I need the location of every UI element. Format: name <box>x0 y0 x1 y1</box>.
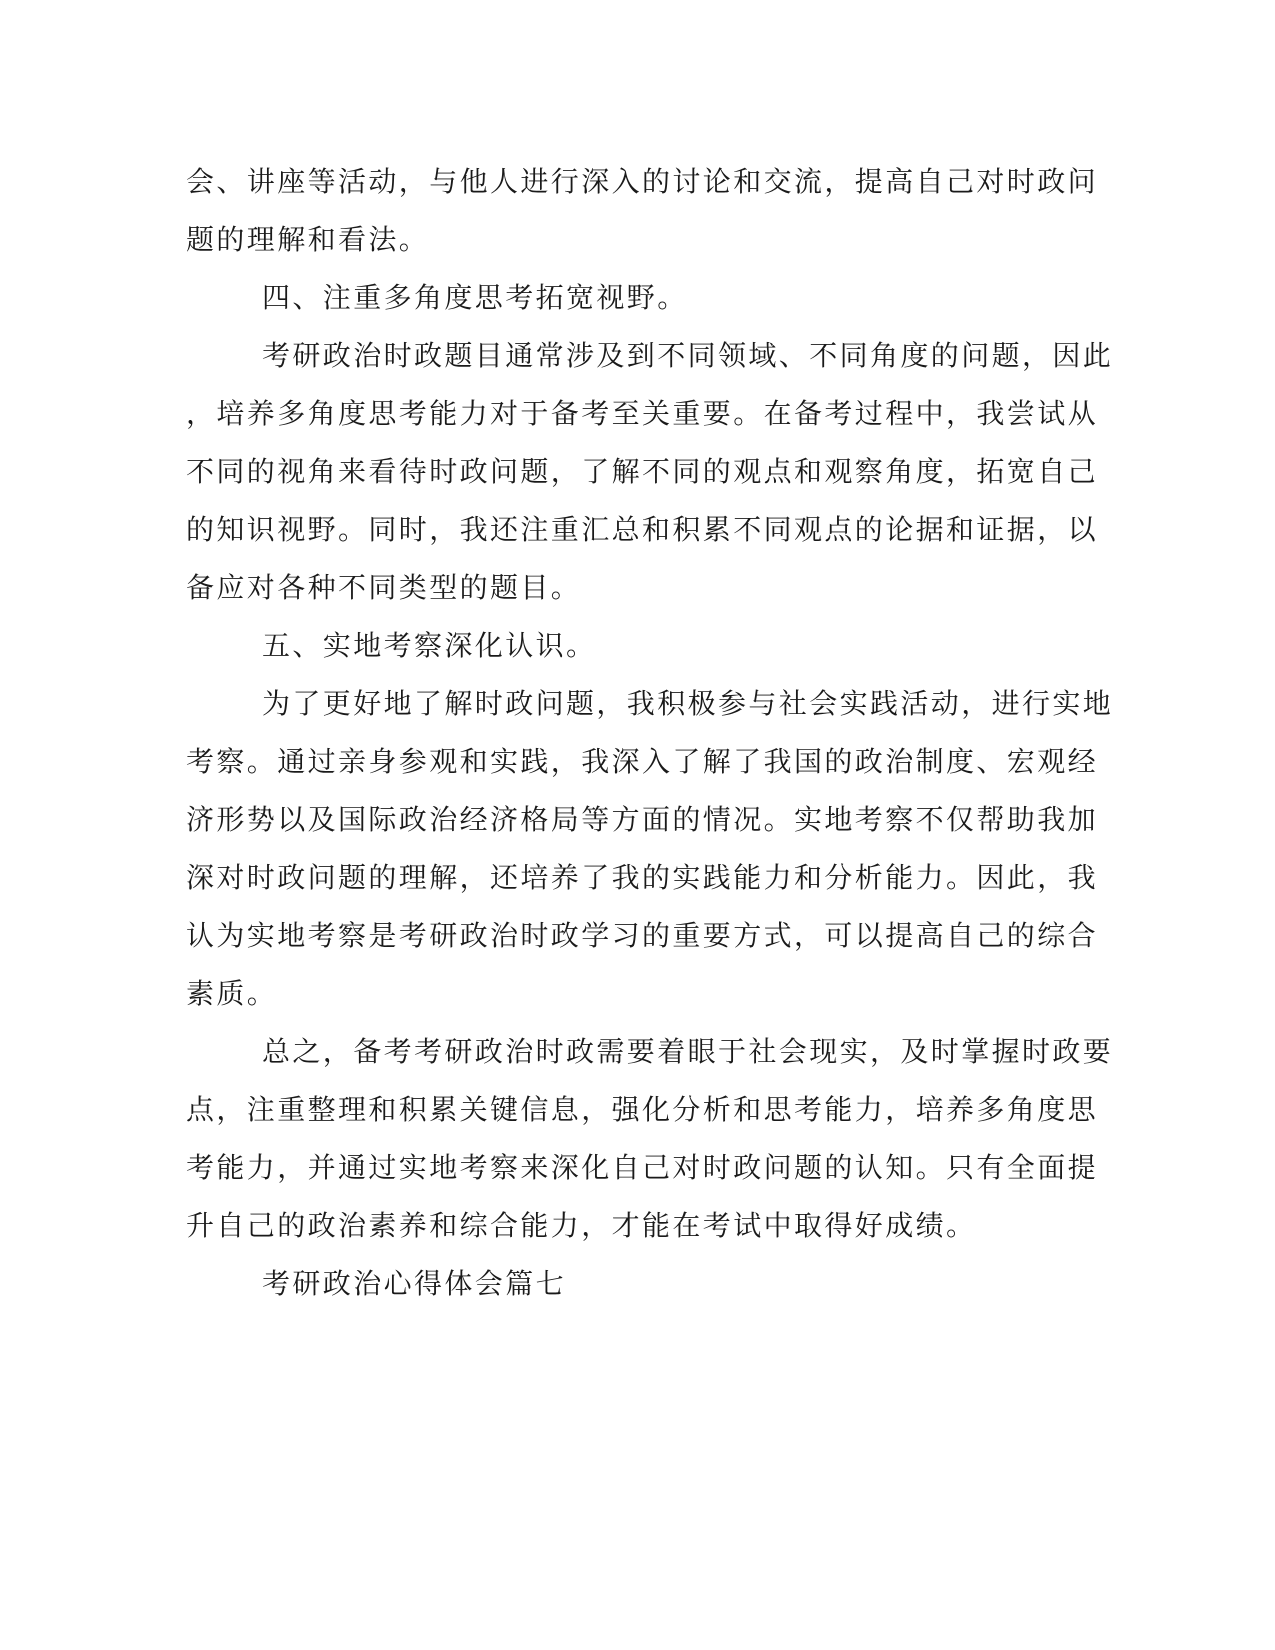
text-line: 济形势以及国际政治经济格局等方面的情况。实地考察不仅帮助我加 <box>186 803 1099 836</box>
text-line: 素质。 <box>186 977 278 1010</box>
text-line: 深对时政问题的理解，还培养了我的实践能力和分析能力。因此，我 <box>186 861 1099 894</box>
text-line: 为了更好地了解时政问题，我积极参与社会实践活动，进行实地 <box>262 687 1114 720</box>
text-line: 总之，备考考研政治时政需要着眼于社会现实，及时掌握时政要 <box>262 1035 1114 1068</box>
section-heading: 四、注重多角度思考拓宽视野。 <box>262 281 688 314</box>
text-line: ，培养多角度思考能力对于备考至关重要。在备考过程中，我尝试从 <box>186 397 1099 430</box>
section-heading: 五、实地考察深化认识。 <box>262 629 597 662</box>
section-title: 考研政治心得体会篇七 <box>262 1267 567 1300</box>
text-line: 考研政治时政题目通常涉及到不同领域、不同角度的问题，因此 <box>262 339 1114 372</box>
text-line: 题的理解和看法。 <box>186 223 430 256</box>
text-line: 的知识视野。同时，我还注重汇总和积累不同观点的论据和证据，以 <box>186 513 1099 546</box>
text-line: 备应对各种不同类型的题目。 <box>186 571 582 604</box>
text-line: 考察。通过亲身参观和实践，我深入了解了我国的政治制度、宏观经 <box>186 745 1099 778</box>
text-line: 会、讲座等活动，与他人进行深入的讨论和交流，提高自己对时政问 <box>186 165 1099 198</box>
text-line: 考能力，并通过实地考察来深化自己对时政问题的认知。只有全面提 <box>186 1151 1099 1184</box>
text-line: 点，注重整理和积累关键信息，强化分析和思考能力，培养多角度思 <box>186 1093 1099 1126</box>
text-line: 认为实地考察是考研政治时政学习的重要方式，可以提高自己的综合 <box>186 919 1099 952</box>
text-line: 不同的视角来看待时政问题，了解不同的观点和观察角度，拓宽自己 <box>186 455 1099 488</box>
text-line: 升自己的政治素养和综合能力，才能在考试中取得好成绩。 <box>186 1209 977 1242</box>
